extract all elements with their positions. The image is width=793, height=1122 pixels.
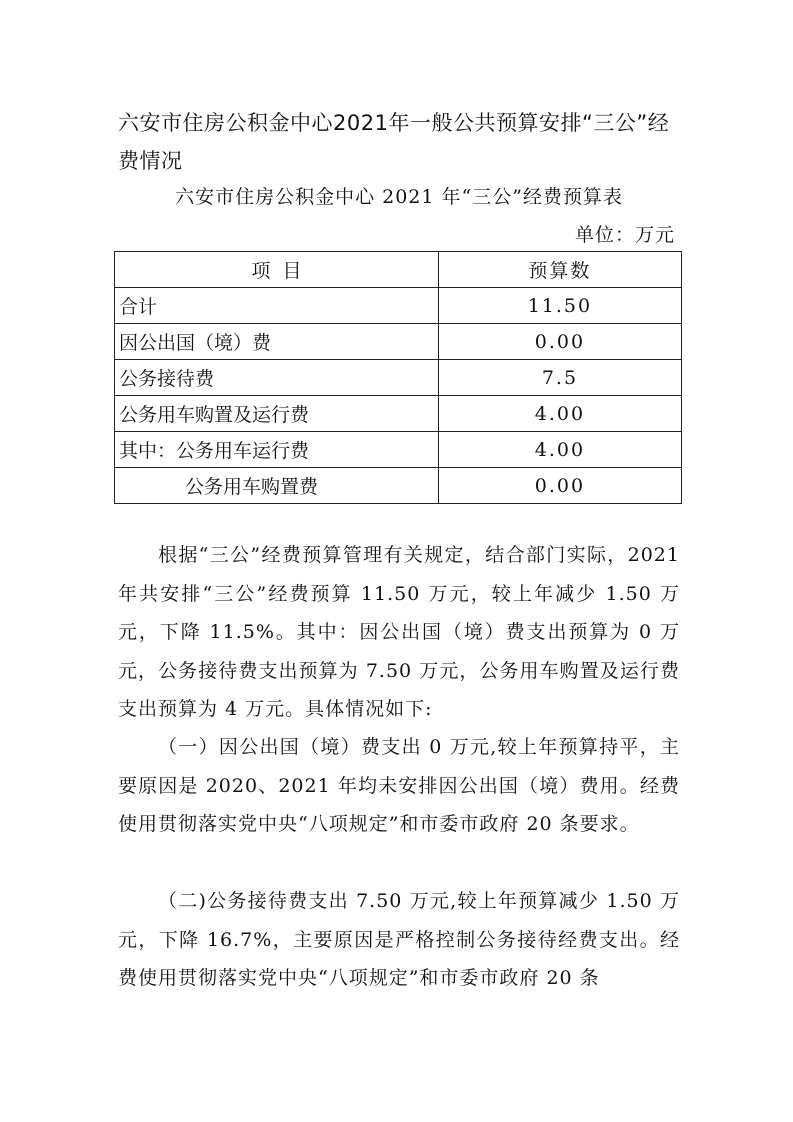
- row-label: 公务用车购置及运行费: [115, 396, 439, 432]
- paragraph-summary: 根据“三公”经费预算管理有关规定，结合部门实际，2021 年共安排“三公”经费预算 11.50 万元，较上年减少 1.50 万元，下降 11.5%。其中：因公出国（境）费支出预算为 0 万元，公务接待费支出预算为 7.50 万元，公务用车购置及运行费支出预算为 4 万元。具体情况如下:: [118, 544, 680, 720]
- budget-table: [114, 251, 682, 504]
- row-value: 7.5: [438, 360, 681, 396]
- row-label: 因公出国（境）费: [115, 324, 439, 360]
- row-label: 公务接待费: [115, 360, 439, 396]
- header-item: 项 目: [115, 252, 439, 288]
- table-row: [115, 324, 682, 360]
- table-unit: 单位：万元: [574, 224, 675, 246]
- row-label: 合计: [115, 288, 439, 324]
- table-row: [115, 288, 682, 324]
- row-value: 11.50: [438, 288, 681, 324]
- table-row: [115, 396, 682, 432]
- table-row: [115, 432, 682, 468]
- table-row: [115, 360, 682, 396]
- row-label: 其中：公务用车运行费: [115, 432, 439, 468]
- row-value: 0.00: [438, 468, 681, 504]
- page-heading: 六安市住房公积金中心2021年一般公共预算安排“三公”经费情况: [118, 111, 670, 173]
- table-title: 六安市住房公积金中心 2021 年“三公”经费预算表: [175, 186, 623, 208]
- paragraph-overseas: （一）因公出国（境）费支出 0 万元,较上年预算持平，主要原因是 2020、2021 年均未安排因公出国（境）费用。经费使用贯彻落实党中央“八项规定”和市委市政府 20 条要求。: [118, 736, 680, 835]
- header-value: 预算数: [438, 252, 681, 288]
- paragraph-reception: （二)公务接待费支出 7.50 万元,较上年预算减少 1.50 万元，下降 16.7%，主要原因是严格控制公务接待经费支出。经费使用贯彻落实党中央“八项规定”和市委市政府 20 条: [118, 890, 680, 989]
- row-value: 0.00: [438, 324, 681, 360]
- table-header-row: [115, 252, 682, 288]
- row-value: 4.00: [438, 432, 681, 468]
- row-value: 4.00: [438, 396, 681, 432]
- row-label: 公务用车购置费: [115, 468, 439, 504]
- table-row: [115, 468, 682, 504]
